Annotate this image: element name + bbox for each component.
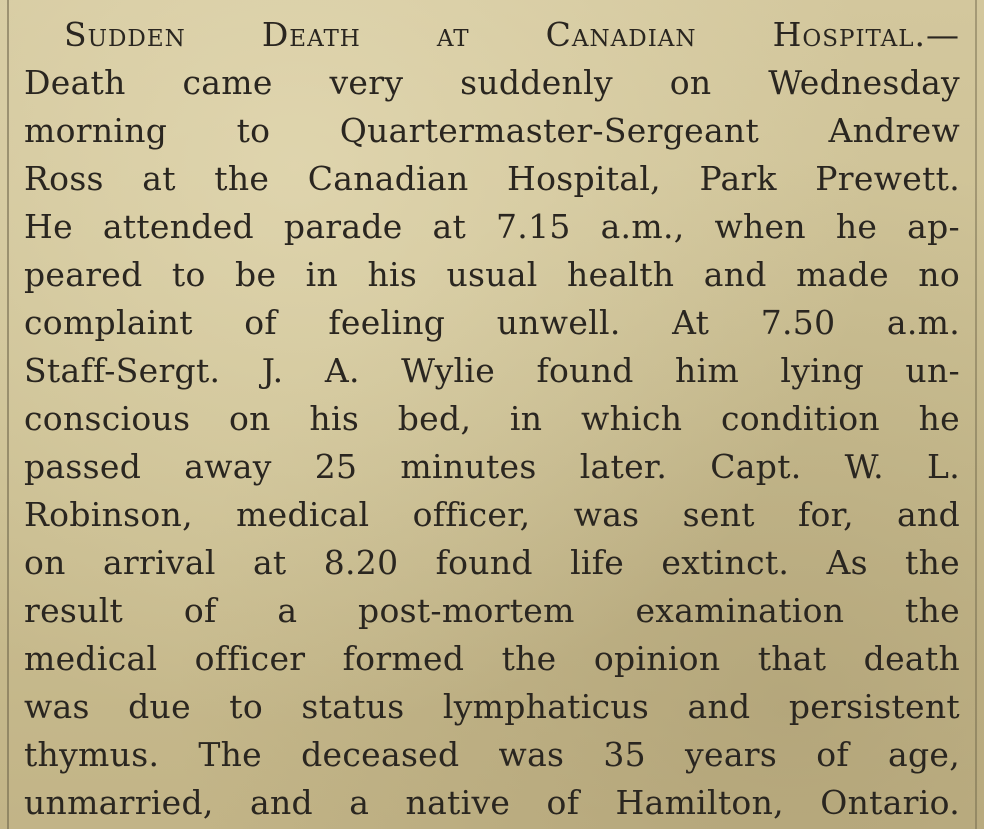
- article-line: morning to Quartermaster-Sergeant Andrew: [24, 111, 960, 150]
- article-line: medical officer formed the opinion that death: [24, 639, 960, 678]
- article-line: unmarried, and a native of Hamilton, Ontario.: [24, 783, 960, 822]
- article-line: He attended parade at 7.15 a.m., when he ap-: [24, 207, 960, 246]
- article-line: Death came very suddenly on Wednesday: [24, 63, 960, 102]
- article-line: on arrival at 8.20 found life extinct. As the: [24, 543, 960, 582]
- article-line: thymus. The deceased was 35 years of age,: [24, 735, 960, 774]
- article-line: was due to status lymphaticus and persistent: [24, 687, 960, 726]
- article-line: passed away 25 minutes later. Capt. W. L.: [24, 447, 960, 486]
- article-line: Ross at the Canadian Hospital, Park Prewett.: [24, 159, 960, 198]
- article-line: peared to be in his usual health and made no: [24, 255, 960, 294]
- article-line: result of a post-mortem examination the: [24, 591, 960, 630]
- article-line: conscious on his bed, in which condition he: [24, 399, 960, 438]
- column-rule-right: [975, 0, 977, 829]
- article-line: Robinson, medical officer, was sent for, and: [24, 495, 960, 534]
- article-headline: Sudden Death at Canadian Hospital.—: [64, 15, 960, 54]
- article-line: complaint of feeling unwell. At 7.50 a.m.: [24, 303, 960, 342]
- article-line: Staff-Sergt. J. A. Wylie found him lying un-: [24, 351, 960, 390]
- news-article: [24, 11, 960, 827]
- column-rule-left: [7, 0, 9, 829]
